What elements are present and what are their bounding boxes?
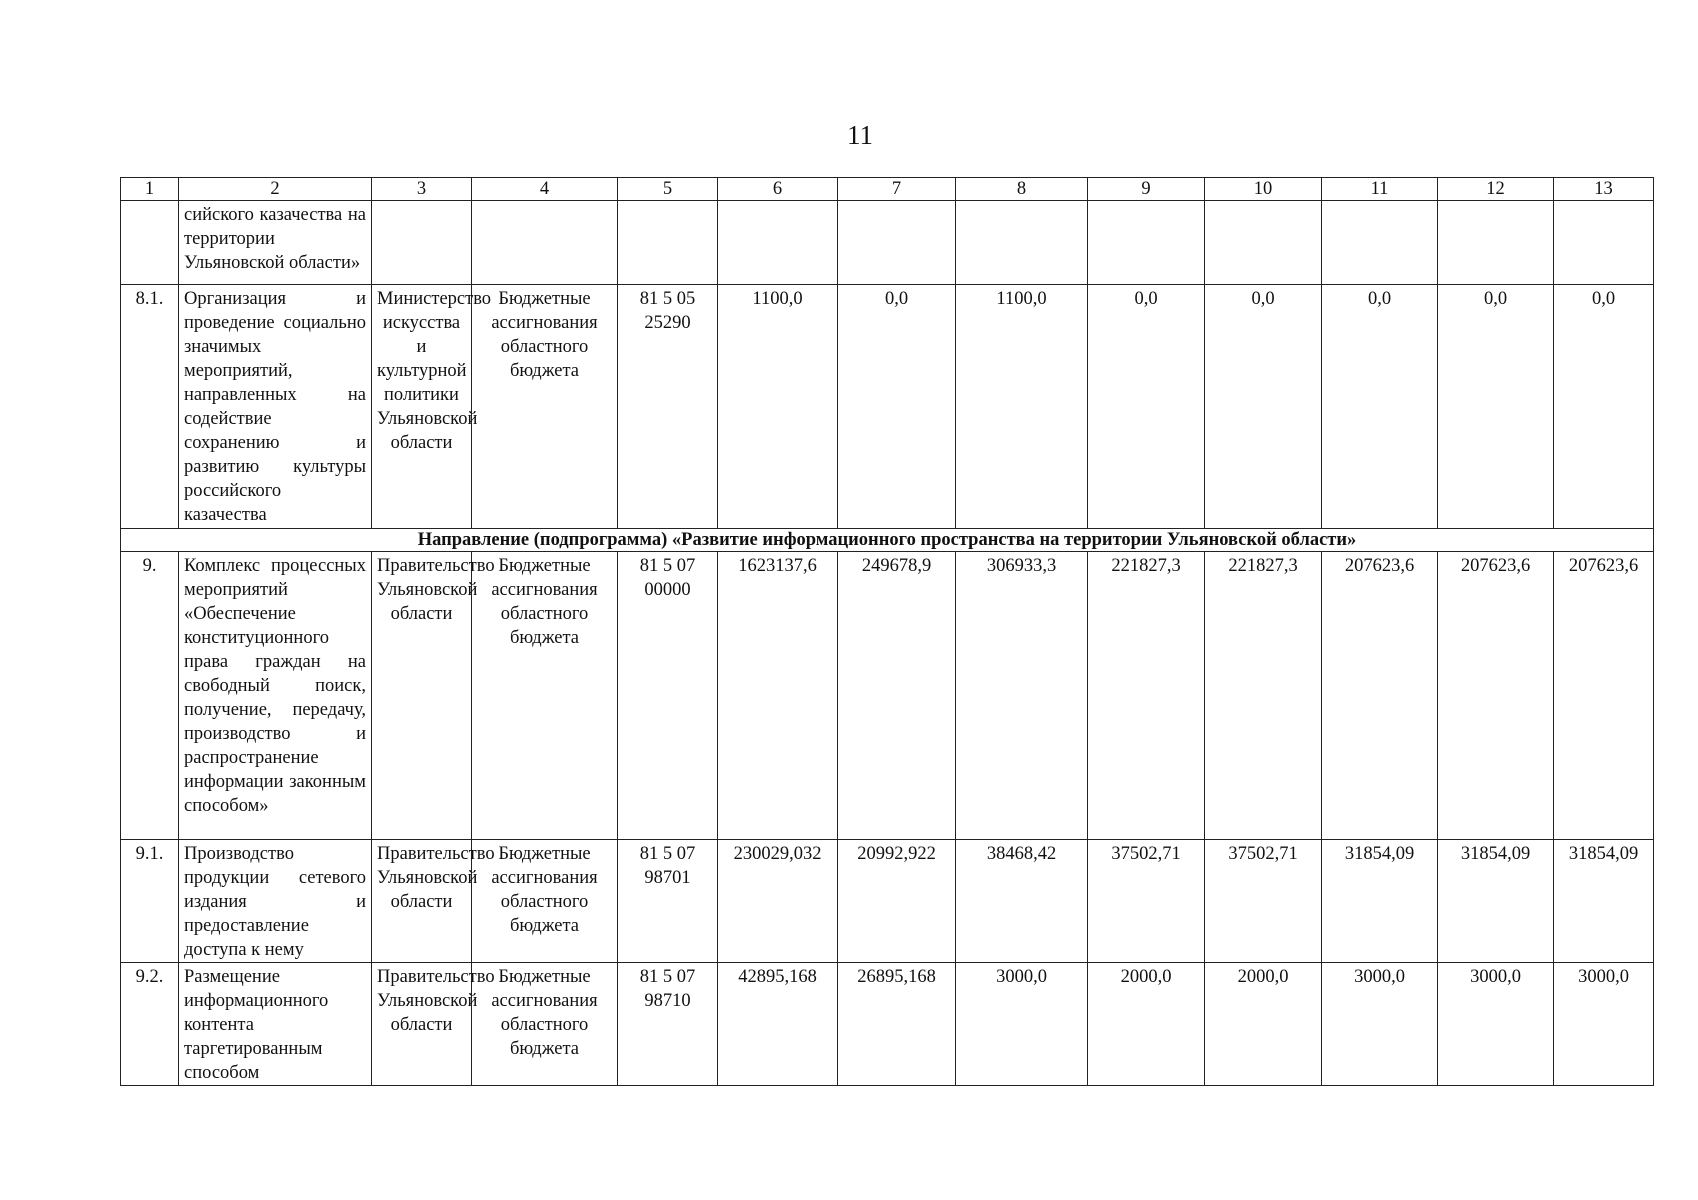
column-number: 12 — [1438, 178, 1554, 201]
amount-cell: 31854,09 — [1322, 840, 1438, 963]
amount-cell: 3000,0 — [1438, 963, 1554, 1086]
budget-code: 81 5 07 98710 — [618, 963, 718, 1086]
amount-cell: 0,0 — [1322, 285, 1438, 529]
amount-cell: 37502,71 — [1088, 840, 1205, 963]
column-number: 8 — [956, 178, 1088, 201]
amount-cell: 221827,3 — [1205, 552, 1322, 840]
amount-cell: 2000,0 — [1205, 963, 1322, 1086]
column-number: 10 — [1205, 178, 1322, 201]
amount-cell — [1554, 201, 1654, 285]
amount-cell: 3000,0 — [956, 963, 1088, 1086]
table-row — [121, 552, 1654, 840]
column-number: 3 — [372, 178, 472, 201]
amount-cell: 3000,0 — [1554, 963, 1654, 1086]
amount-cell: 0,0 — [838, 285, 956, 529]
amount-cell: 1623137,6 — [718, 552, 838, 840]
funding-source: Бюджетные ассигнования областного бюджета — [472, 963, 618, 1086]
page-number: 11 — [847, 120, 873, 150]
column-number: 4 — [472, 178, 618, 201]
event-name: Организация и проведение социально значимых мероприятий, направленных на содействие сохранению и развитию культуры российского казачества — [179, 285, 372, 529]
amount-cell: 26895,168 — [838, 963, 956, 1086]
amount-cell: 37502,71 — [1205, 840, 1322, 963]
amount-cell: 3000,0 — [1322, 963, 1438, 1086]
amount-cell — [1088, 201, 1205, 285]
executor: Правительство Ульяновской области — [372, 963, 472, 1086]
amount-cell: 1100,0 — [718, 285, 838, 529]
budget-code — [618, 201, 718, 285]
executor: Правительство Ульяновской области — [372, 840, 472, 963]
amount-cell: 0,0 — [1205, 285, 1322, 529]
funding-source: Бюджетные ассигнования областного бюджета — [472, 285, 618, 529]
amount-cell: 221827,3 — [1088, 552, 1205, 840]
executor — [372, 201, 472, 285]
column-number: 9 — [1088, 178, 1205, 201]
amount-cell: 42895,168 — [718, 963, 838, 1086]
event-name: сийского казачества на территории Ульяновской области» — [179, 201, 372, 285]
column-number: 7 — [838, 178, 956, 201]
amount-cell: 0,0 — [1554, 285, 1654, 529]
section-title: Направление (подпрограмма) «Развитие информационного пространства на территории Ульяновской области» — [121, 529, 1654, 552]
amount-cell: 2000,0 — [1088, 963, 1205, 1086]
row-number: 9. — [121, 552, 179, 840]
funding-source — [472, 201, 618, 285]
amount-cell: 207623,6 — [1438, 552, 1554, 840]
column-number: 6 — [718, 178, 838, 201]
funding-source: Бюджетные ассигнования областного бюджета — [472, 552, 618, 840]
column-number: 13 — [1554, 178, 1654, 201]
table-body — [121, 178, 1654, 1086]
amount-cell: 31854,09 — [1438, 840, 1554, 963]
amount-cell — [1438, 201, 1554, 285]
row-number: 8.1. — [121, 285, 179, 529]
column-number: 11 — [1322, 178, 1438, 201]
event-name: Комплекс процессных мероприятий «Обеспечение конституционного права граждан на свободный поиск, получение, передачу, производство и распространение информации законным способом» — [179, 552, 372, 840]
column-number-row — [121, 178, 1654, 201]
amount-cell: 38468,42 — [956, 840, 1088, 963]
table-row — [121, 963, 1654, 1086]
budget-code: 81 5 07 98701 — [618, 840, 718, 963]
amount-cell — [1322, 201, 1438, 285]
table-row — [121, 840, 1654, 963]
funding-source: Бюджетные ассигнования областного бюджета — [472, 840, 618, 963]
row-number: 9.1. — [121, 840, 179, 963]
executor: Министерство искусства и культурной политики Ульяновской области — [372, 285, 472, 529]
amount-cell — [718, 201, 838, 285]
budget-code: 81 5 05 25290 — [618, 285, 718, 529]
event-name: Производство продукции сетевого издания и предоставление доступа к нему — [179, 840, 372, 963]
amount-cell: 207623,6 — [1554, 552, 1654, 840]
column-number: 5 — [618, 178, 718, 201]
row-number — [121, 201, 179, 285]
amount-cell: 207623,6 — [1322, 552, 1438, 840]
budget-code: 81 5 07 00000 — [618, 552, 718, 840]
amount-cell: 20992,922 — [838, 840, 956, 963]
row-number: 9.2. — [121, 963, 179, 1086]
amount-cell: 230029,032 — [718, 840, 838, 963]
column-number: 2 — [179, 178, 372, 201]
table-row — [121, 201, 1654, 285]
table-row — [121, 285, 1654, 529]
amount-cell — [1205, 201, 1322, 285]
amount-cell: 306933,3 — [956, 552, 1088, 840]
amount-cell: 0,0 — [1088, 285, 1205, 529]
amount-cell — [956, 201, 1088, 285]
amount-cell: 249678,9 — [838, 552, 956, 840]
executor: Правительство Ульяновской области — [372, 552, 472, 840]
amount-cell — [838, 201, 956, 285]
amount-cell: 1100,0 — [956, 285, 1088, 529]
section-row — [121, 529, 1654, 552]
column-number: 1 — [121, 178, 179, 201]
amount-cell: 0,0 — [1438, 285, 1554, 529]
budget-table — [120, 177, 1654, 1086]
event-name: Размещение информационного контента таргетированным способом — [179, 963, 372, 1086]
amount-cell: 31854,09 — [1554, 840, 1654, 963]
